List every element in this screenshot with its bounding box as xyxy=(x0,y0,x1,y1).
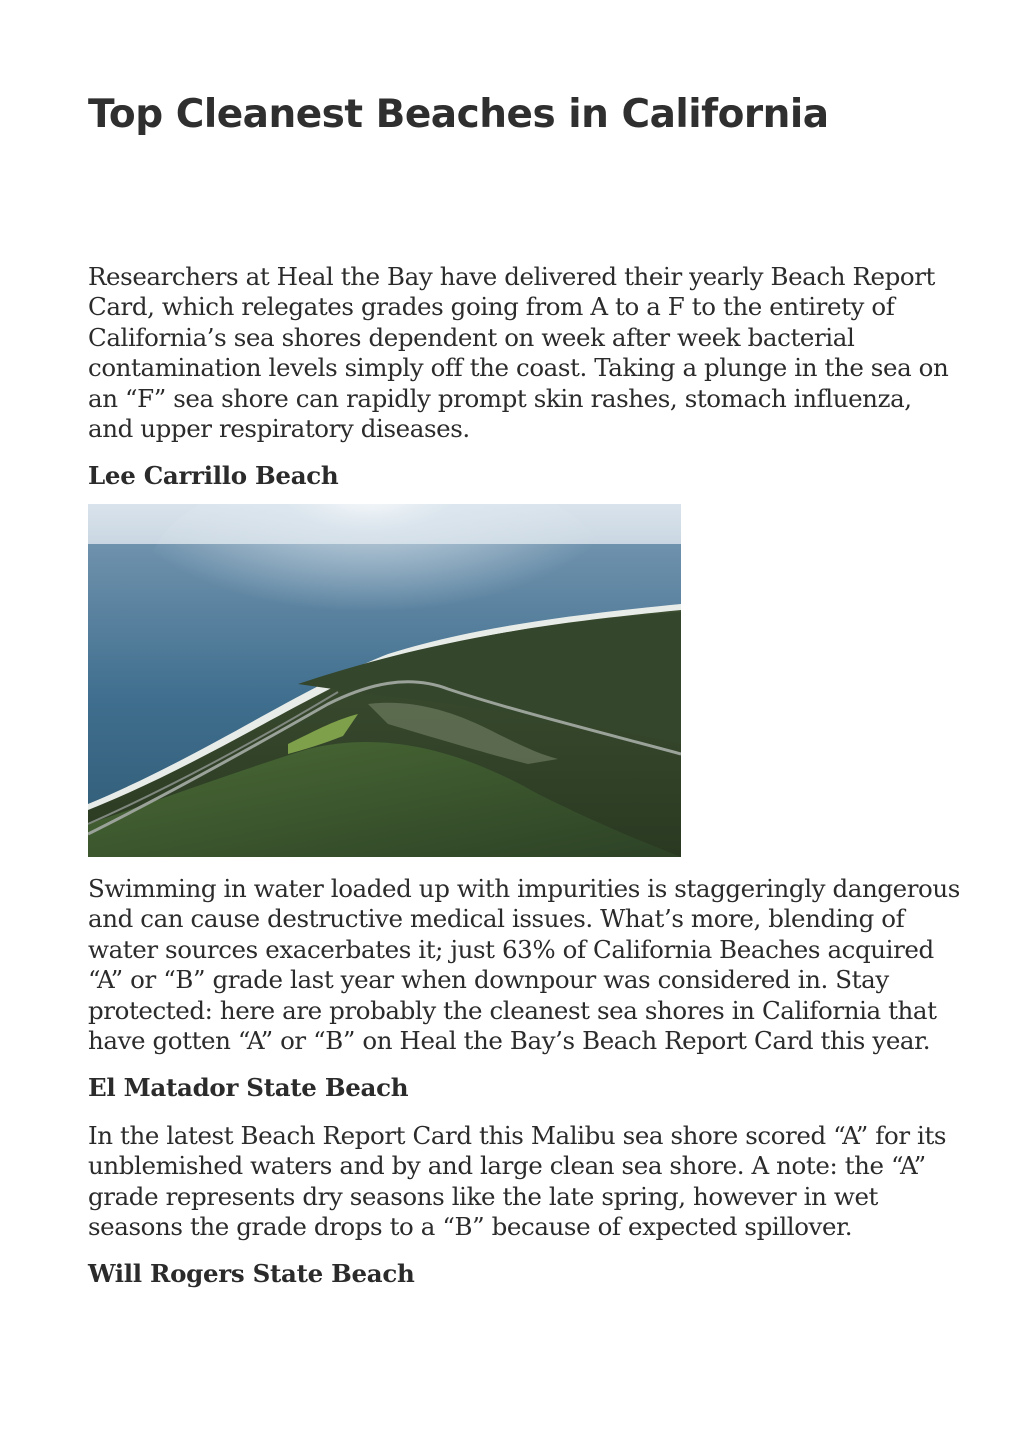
body-line: water sources exacerbates it; just 63% of California Beaches acquired xyxy=(88,934,934,964)
el-matador-line: In the latest Beach Report Card this Malibu sea shore scored “A” for its xyxy=(88,1121,947,1150)
body-paragraph xyxy=(88,874,960,1056)
section-heading-lee-carrillo: Lee Carrillo Beach xyxy=(88,461,339,490)
body-line: and can cause destructive medical issues. What’s more, blending of xyxy=(88,904,905,934)
intro-line: Researchers at Heal the Bay have delivered their yearly Beach Report xyxy=(88,262,936,291)
body-line: protected: here are probably the cleanest sea shores in California that xyxy=(88,995,937,1025)
intro-line: and upper respiratory diseases. xyxy=(88,414,470,444)
el-matador-line: unblemished waters and by and large clean sea shore. A note: the “A” xyxy=(88,1151,926,1181)
intro-paragraph xyxy=(88,262,949,444)
section-heading-will-rogers: Will Rogers State Beach xyxy=(88,1259,415,1288)
el-matador-paragraph xyxy=(88,1121,947,1243)
page-title: Top Cleanest Beaches in California xyxy=(88,92,829,137)
body-line: have gotten “A” or “B” on Heal the Bay’s Beach Report Card this year. xyxy=(88,1026,931,1056)
intro-line: contamination levels simply off the coast. Taking a plunge in the sea on xyxy=(88,353,949,383)
el-matador-line: seasons the grade drops to a “B” because of expected spillover. xyxy=(88,1212,853,1242)
body-line: “A” or “B” grade last year when downpour was considered in. Stay xyxy=(88,965,889,995)
body-line: Swimming in water loaded up with impurities is staggeringly dangerous xyxy=(88,874,960,903)
el-matador-line: grade represents dry seasons like the late spring, however in wet xyxy=(88,1181,878,1211)
intro-line: Card, which relegates grades going from A to a F to the entirety of xyxy=(88,292,895,322)
intro-line: California’s sea shores dependent on week after week bacterial xyxy=(88,322,855,352)
coastline-aerial-image xyxy=(88,504,681,857)
beach-photo xyxy=(88,504,681,857)
intro-line: an “F” sea shore can rapidly prompt skin rashes, stomach influenza, xyxy=(88,383,912,413)
section-heading-el-matador: El Matador State Beach xyxy=(88,1073,409,1102)
